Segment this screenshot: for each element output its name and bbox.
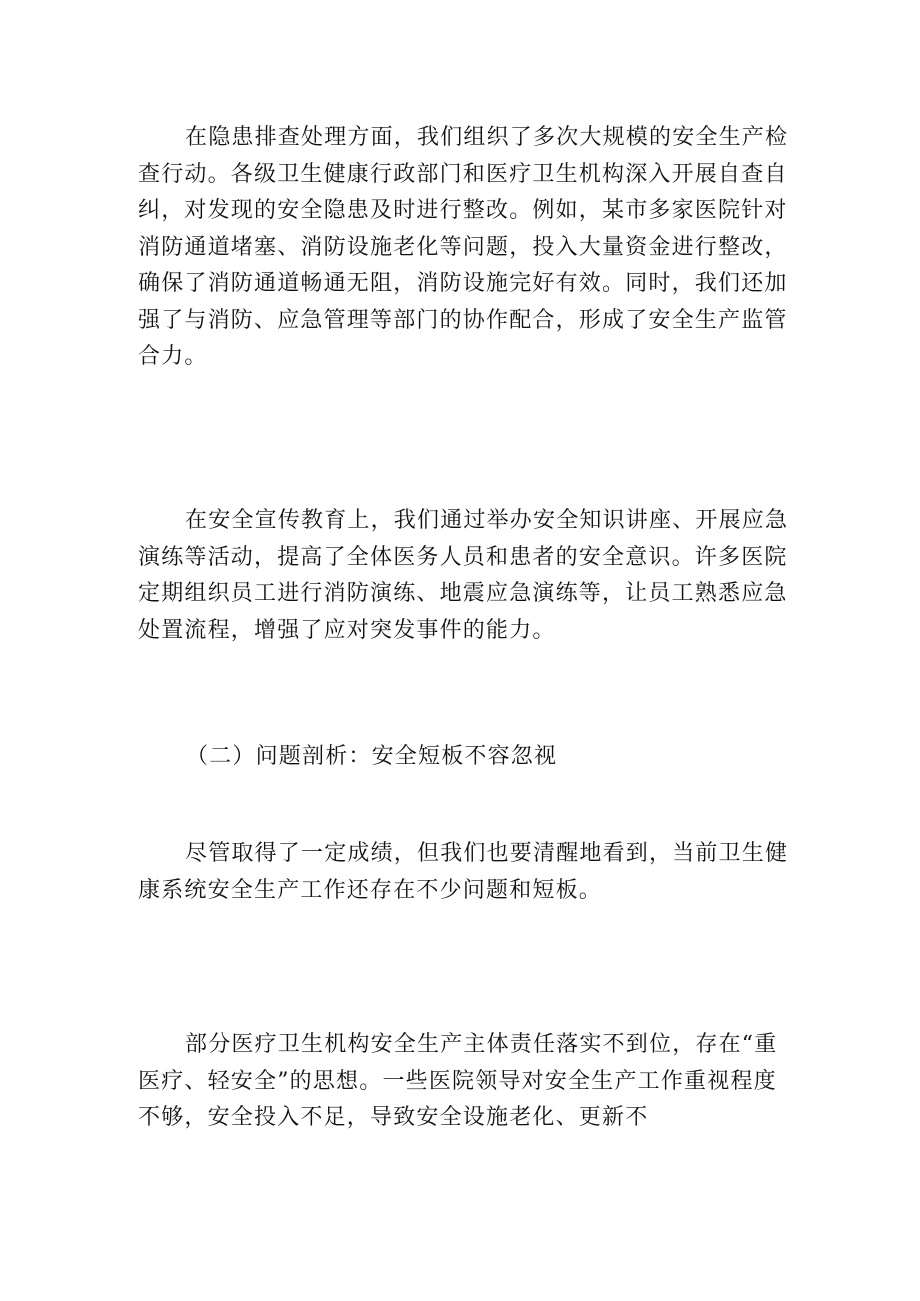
paragraph-line: 定期组织员工进行消防演练、地震应急演练等，让员工熟悉应急	[138, 581, 788, 606]
paragraph-line: 处置流程，增强了应对突发事件的能力。	[138, 617, 556, 643]
paragraph-responsibility	[138, 1027, 790, 1137]
paragraph-line: 合力。	[138, 344, 208, 369]
paragraph-problems-intro	[138, 836, 790, 909]
paragraph-hazard-inspection	[138, 120, 790, 376]
paragraph-line: 不够，安全投入不足，导致安全设施老化、更新不	[138, 1105, 649, 1130]
paragraph-line: 确保了消防通道畅通无阻，消防设施完好有效。同时，我们还加	[138, 271, 788, 296]
paragraph-line: 查行动。各级卫生健康行政部门和医疗卫生机构深入开展自查自	[138, 161, 788, 187]
paragraph-line: 尽管取得了一定成绩，但我们也要清醒地看到，当前卫生健	[185, 841, 789, 866]
section-heading: （二）问题剖析：安全短板不容忽视	[186, 744, 558, 769]
paragraph-line: 演练等活动，提高了全体医务人员和患者的安全意识。许多医院	[138, 544, 788, 570]
paragraph-line: 医疗、轻安全”的思想。一些医院领导对安全生产工作重视程度	[138, 1068, 777, 1094]
paragraph-line: 在安全宣传教育上，我们通过举办安全知识讲座、开展应急	[185, 508, 789, 533]
paragraph-line: 在隐患排查处理方面，我们组织了多次大规模的安全生产检	[185, 125, 789, 150]
paragraph-line: 强了与消防、应急管理等部门的协作配合，形成了安全生产监管	[138, 307, 788, 333]
paragraph-safety-education	[138, 503, 790, 649]
paragraph-line: 纠，对发现的安全隐患及时进行整改。例如，某市多家医院针对	[138, 198, 788, 223]
paragraph-line: 部分医疗卫生机构安全生产主体责任落实不到位，存在“重	[185, 1032, 778, 1057]
paragraph-line: 消防通道堵塞、消防设施老化等问题，投入大量资金进行整改，	[138, 234, 788, 260]
paragraph-line: 康系统安全生产工作还存在不少问题和短板。	[138, 877, 603, 903]
